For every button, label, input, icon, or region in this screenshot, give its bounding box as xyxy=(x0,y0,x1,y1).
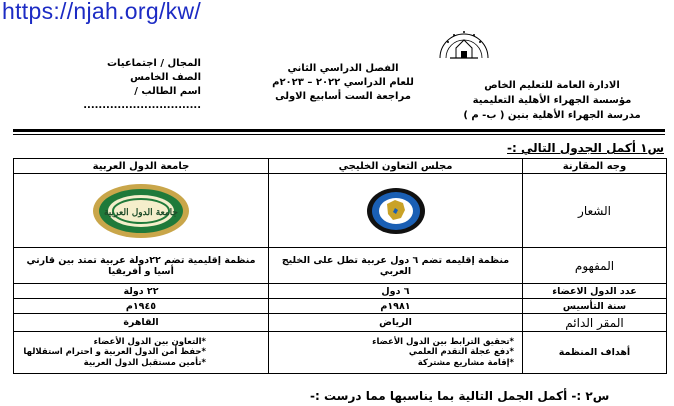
arab-league-logo-cell xyxy=(14,174,269,248)
header-right-line2: مؤسسة الجهراء الأهلية التعليمية xyxy=(472,95,632,106)
label-goals: أهداف المنظمة xyxy=(523,332,667,374)
gcc-founded: ١٩٨١م xyxy=(269,299,523,314)
list-item: *حفظ أمن الدول العربية و احترام استقلالها xyxy=(23,347,206,358)
term-line2: للعام الدراسي ٢٠٢٢ – ٢٠٢٣م xyxy=(272,77,414,88)
arab-league-members: ٢٢ دولة xyxy=(14,284,269,299)
gcc-logo-icon xyxy=(365,186,427,236)
label-founded: سنة التأسيس xyxy=(523,299,667,314)
header-divider-thin xyxy=(13,134,665,135)
gcc-hq: الرياض xyxy=(269,314,523,332)
list-item: *التعاون بين الدول الأعضاء xyxy=(93,336,206,347)
label-hq: المقر الدائم xyxy=(523,314,667,332)
arab-league-hq: القاهرة xyxy=(14,314,269,332)
list-item: *تحقيق الترابط بين الدول الأعضاء xyxy=(372,336,514,347)
header-arab-league: جامعة الدول العربية xyxy=(14,159,269,174)
arab-league-concept: منظمة إقليمية تضم ٢٢دولة عربية تمتد بين قارتي أسيا و أفريقيا xyxy=(14,248,269,284)
school-emblem-icon xyxy=(436,18,492,64)
svg-text:جامعة الدول العربية: جامعة الدول العربية xyxy=(103,207,179,218)
table-row-hq xyxy=(14,314,667,332)
header-right-line1: الادارة العامة للتعليم الخاص xyxy=(484,80,620,91)
gcc-goals xyxy=(269,332,523,374)
arab-league-goals xyxy=(14,332,269,374)
gcc-logo-cell xyxy=(269,174,523,248)
list-item: *إقامة مشاريع مشتركة xyxy=(417,357,514,368)
gcc-concept: منظمة إقليمه تضم ٦ دول عربية تطل على الخليج العربي xyxy=(269,248,523,284)
student-name-line: اسم الطالب / ............................... xyxy=(83,86,201,111)
term-line3: مراجعة الست أسابيع الاولى xyxy=(275,91,411,102)
table-row-members xyxy=(14,284,667,299)
term-line1: الفصل الدراسي الثاني xyxy=(287,63,399,74)
header-gcc: مجلس التعاون الخليجي xyxy=(269,159,523,174)
arab-league-logo-icon xyxy=(91,182,191,240)
label-logo: الشعار xyxy=(523,174,667,248)
header-right-line3: مدرسة الجهراء الأهلية بنين ( ب- م ) xyxy=(463,110,641,121)
list-item: *دفع عجلة التقدم العلمي xyxy=(408,347,514,358)
question-2-title: س٢ :- أكمل الجمل التالية بما يناسبها مما درست :- xyxy=(310,389,610,403)
table-row-goals xyxy=(14,332,667,374)
subject-line: المجال / اجتماعيات xyxy=(106,58,201,69)
gcc-members: ٦ دول xyxy=(269,284,523,299)
list-item: *تأمين مستقبل الدول العربية xyxy=(83,357,206,368)
table-row-founded xyxy=(14,299,667,314)
header-aspect: وجه المقارنة xyxy=(523,159,667,174)
arab-league-founded: ١٩٤٥م xyxy=(14,299,269,314)
comparison-table xyxy=(13,158,667,374)
source-url[interactable]: https://njah.org/kw/ xyxy=(2,0,202,24)
term-info xyxy=(238,62,448,104)
table-row-logo xyxy=(14,174,667,248)
header-divider xyxy=(13,129,665,132)
grade-line: الصف الخامس xyxy=(130,72,201,83)
label-members: عدد الدول الاعضاء xyxy=(523,284,667,299)
student-info xyxy=(26,57,201,113)
label-concept: المفهوم xyxy=(523,248,667,284)
question-1-title: س١ أكمل الجدول التالي :- xyxy=(507,141,664,155)
table-row-concept xyxy=(14,248,667,284)
table-header-row xyxy=(14,159,667,174)
